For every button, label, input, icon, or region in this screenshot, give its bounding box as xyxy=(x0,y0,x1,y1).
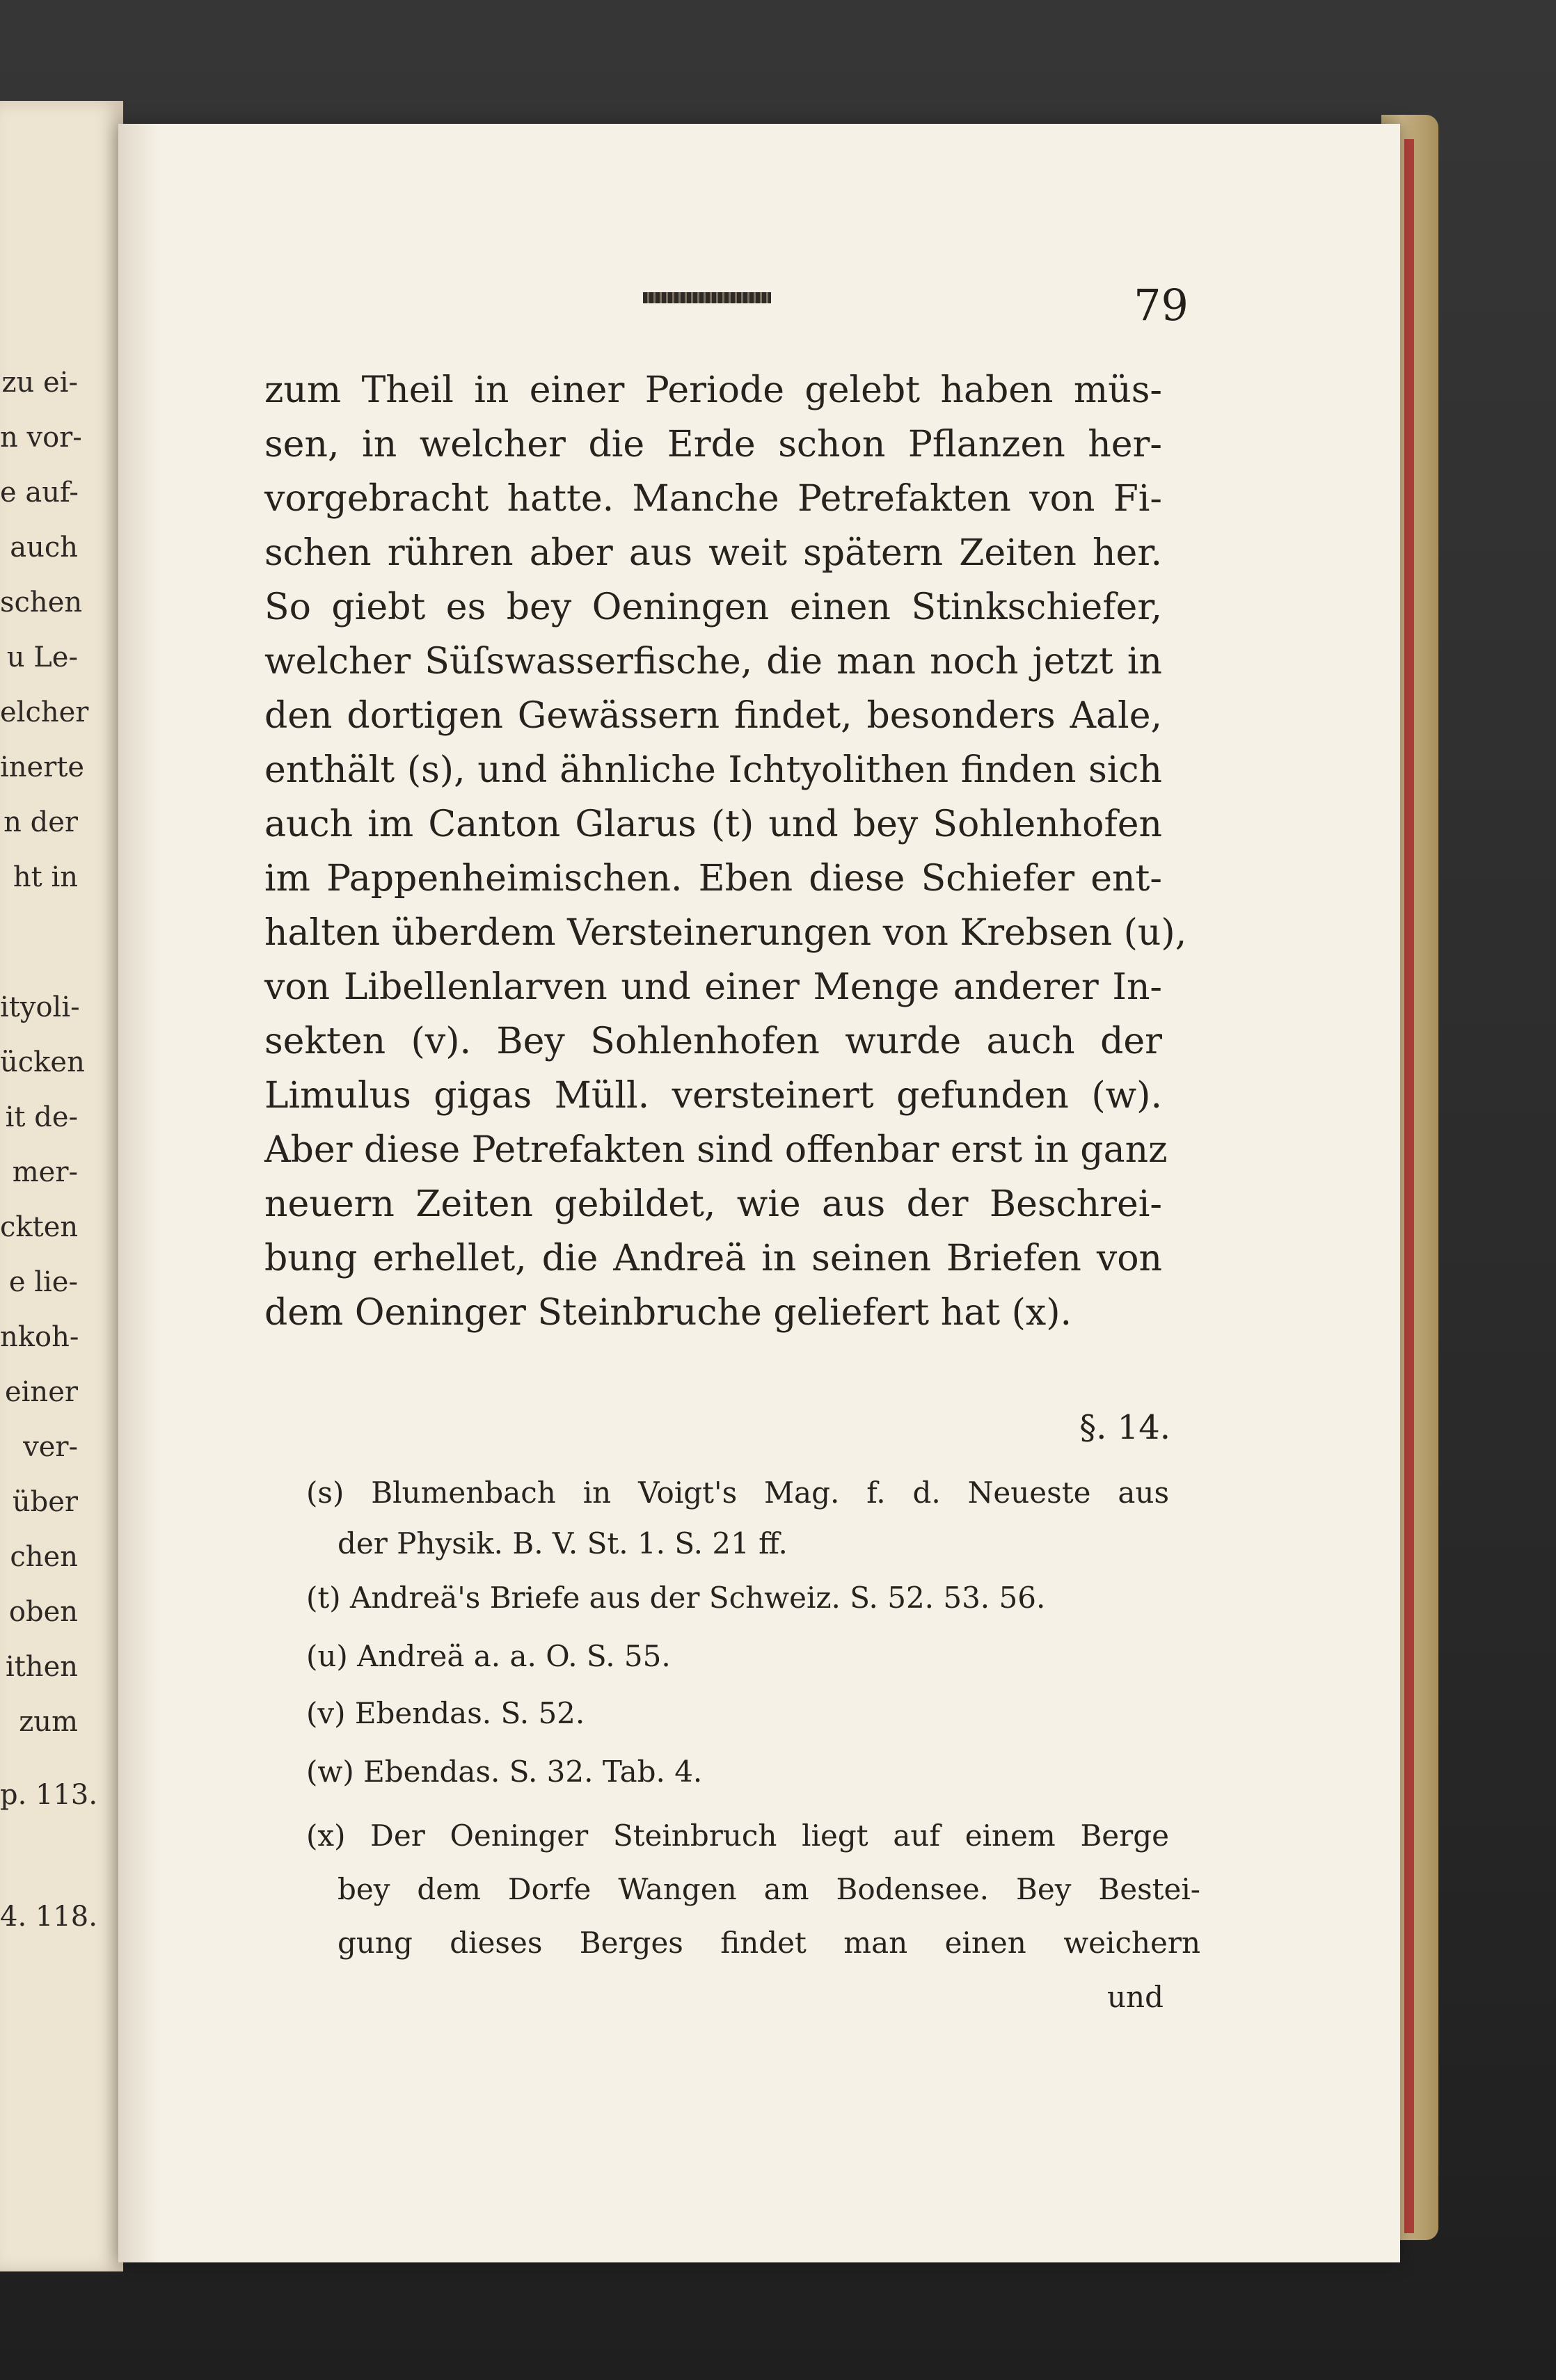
facing-page-line: e lie- xyxy=(8,1266,78,1298)
body-line: sekten (v). Bey Sohlenhofen wurde auch der xyxy=(264,1021,1162,1062)
body-line: im Pappenheimischen. Eben diese Schiefer ent- xyxy=(264,858,1162,900)
facing-page-line: über xyxy=(12,1486,78,1518)
facing-page-line: auch xyxy=(10,532,78,564)
page-number: 79 xyxy=(1134,280,1189,330)
facing-page-line: ht in xyxy=(13,861,78,893)
catchword: und xyxy=(1107,1980,1164,2014)
footnote-line: (s) Blumenbach in Voigt's Mag. f. d. Neueste aus xyxy=(306,1476,1169,1510)
body-line: enthält (s), und ähnliche Ichtyolithen finden sich xyxy=(264,749,1162,791)
body-line: Limulus gigas Müll. versteinert gefunden (w). xyxy=(264,1075,1162,1117)
facing-page-line: ityoli- xyxy=(0,991,80,1023)
body-line: neuern Zeiten gebildet, wie aus der Beschrei- xyxy=(264,1183,1162,1225)
facing-page-line: chen xyxy=(10,1541,78,1573)
facing-page-line: n vor- xyxy=(0,422,82,454)
facing-page-line: schen xyxy=(0,586,83,618)
footnote-line: bey dem Dorfe Wangen am Bodensee. Bey Bestei- xyxy=(338,1872,1200,1906)
facing-page-line: ithen xyxy=(5,1651,78,1683)
facing-page-line: elcher xyxy=(0,696,89,728)
body-line: zum Theil in einer Periode gelebt haben müs- xyxy=(264,369,1162,411)
facing-page-line: oben xyxy=(8,1596,78,1628)
facing-page-line: n der xyxy=(3,806,78,838)
footnote-line: gung dieses Berges findet man einen weichern xyxy=(338,1926,1200,1960)
footnote-line: (w) Ebendas. S. 32. Tab. 4. xyxy=(306,1755,703,1789)
body-line: den dortigen Gewässern findet, besonders Aale, xyxy=(264,695,1162,737)
facing-page-line: einer xyxy=(4,1376,78,1408)
footnote-line: der Physik. B. V. St. 1. S. 21 ff. xyxy=(338,1526,788,1560)
body-line: welcher Süſswasserfische, die man noch jetzt in xyxy=(264,641,1162,682)
red-page-edge xyxy=(1404,139,1414,2233)
body-line: So giebt es bey Oeningen einen Stinkschiefer, xyxy=(264,586,1162,628)
facing-page-line: nkoh- xyxy=(0,1321,79,1353)
facing-page-line: u Le- xyxy=(6,641,78,673)
facing-page xyxy=(0,101,123,2271)
facing-page-line: ücken xyxy=(0,1046,85,1078)
footnote-line: (x) Der Oeninger Steinbruch liegt auf einem Berge xyxy=(306,1819,1169,1853)
facing-page-line: inerte xyxy=(0,751,85,783)
body-line: auch im Canton Glarus (t) und bey Sohlenhofen xyxy=(264,804,1162,845)
footnote-line: (t) Andreä's Briefe aus der Schweiz. S. 52. 53. 56. xyxy=(306,1581,1046,1615)
section-heading: §. 14. xyxy=(1079,1408,1170,1447)
facing-page-line: it de- xyxy=(5,1101,78,1133)
facing-page-line: mer- xyxy=(12,1156,78,1188)
body-line: vorgebracht hatte. Manche Petrefakten von Fi- xyxy=(264,478,1162,520)
facing-page-line: ver- xyxy=(23,1431,78,1463)
body-line: halten überdem Versteinerungen von Krebsen (u), xyxy=(264,912,1187,954)
facing-page-line: zum xyxy=(19,1706,78,1738)
body-line: von Libellenlarven und einer Menge anderer In- xyxy=(264,966,1162,1008)
header-ornament xyxy=(643,292,771,303)
facing-page-line: zu ei- xyxy=(1,367,78,399)
facing-page-line: 4. 118. xyxy=(0,1901,97,1933)
footnote-line: (u) Andreä a. a. O. S. 55. xyxy=(306,1639,671,1673)
facing-page-line: e auf- xyxy=(0,477,79,509)
footnote-line: (v) Ebendas. S. 52. xyxy=(306,1696,585,1730)
gutter-shadow xyxy=(118,124,160,2262)
body-line: schen rühren aber aus weit spätern Zeiten her. xyxy=(264,532,1162,574)
body-line: bung erhellet, die Andreä in seinen Briefen von xyxy=(264,1238,1162,1279)
facing-page-line: p. 113. xyxy=(0,1779,98,1811)
facing-page-line: ckten xyxy=(0,1211,79,1243)
body-line: dem Oeninger Steinbruche geliefert hat (x). xyxy=(264,1292,1072,1334)
body-line: Aber diese Petrefakten sind offenbar erst in ganz xyxy=(264,1129,1168,1171)
body-line: sen, in welcher die Erde schon Pflanzen her- xyxy=(264,424,1162,465)
